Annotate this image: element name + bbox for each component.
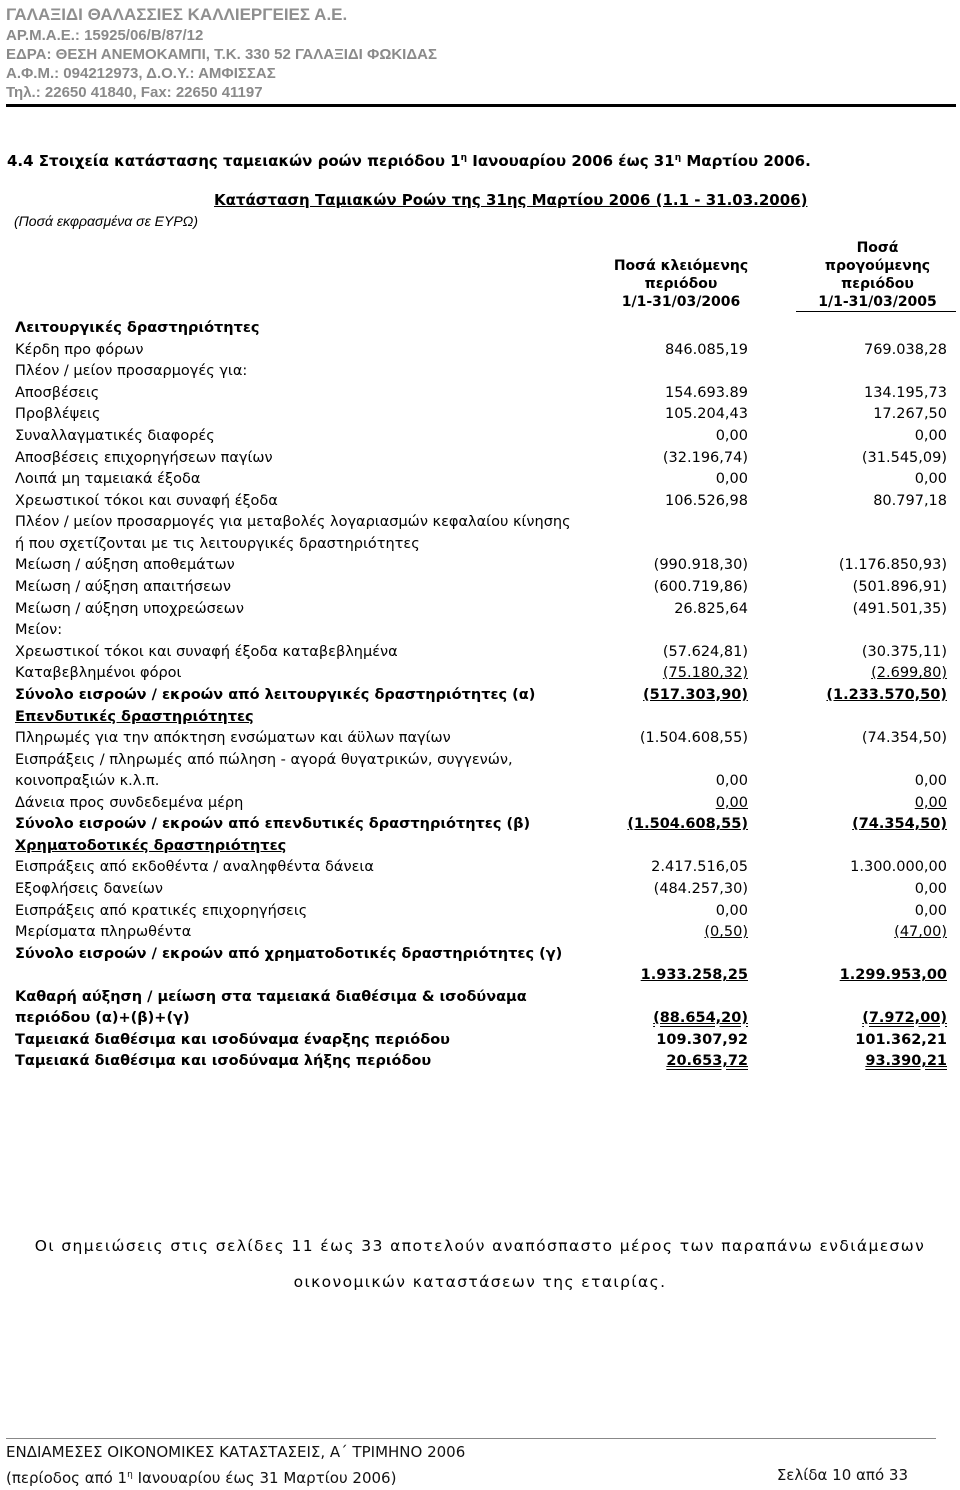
row-label: Ταμειακά διαθέσιμα και ισοδύναμα έναρξης περιόδου (15, 1031, 450, 1048)
row-label: Μερίσματα πληρωθέντα (15, 924, 192, 941)
row-label: Μείωση / αύξηση αποθεμάτων (15, 557, 235, 574)
value-previous-period: (31.545,09) (861, 449, 947, 466)
company-tax-id: Α.Φ.Μ.: 094212973, Δ.Ο.Υ.: ΑΜΦΙΣΣΑΣ (6, 65, 276, 82)
value-current-period: 0,00 (715, 773, 748, 790)
table-row (15, 599, 950, 621)
column-header-current: Ποσά κλειόμενης περιόδου 1/1-31/03/2006 (613, 258, 749, 310)
value-previous-period: 0,00 (914, 881, 947, 898)
table-row (15, 620, 950, 642)
table-row (15, 318, 950, 340)
value-current-period: (75.180,32) (662, 665, 748, 682)
table-row (15, 426, 950, 448)
table-row (15, 469, 950, 491)
page-number: Σελίδα 10 από 33 (776, 1466, 908, 1484)
header-rule (796, 311, 956, 312)
row-label: Επενδυτικές δραστηριότητες (15, 708, 254, 725)
value-previous-period: (1.176.850,93) (838, 557, 947, 574)
row-label: Καθαρή αύξηση / μείωση στα ταμειακά διαθέσιμα & ισοδύναμα περιόδου (α)+(β)+(γ) (15, 988, 527, 1027)
value-current-period: 26.825,64 (674, 600, 748, 617)
row-label: Χρεωστικοί τόκοι και συναφή έξοδα καταβεβλημένα (15, 643, 398, 660)
value-previous-period: (491.501,35) (852, 600, 947, 617)
table-row (15, 448, 950, 470)
value-current-period: (88.654,20) (653, 1010, 748, 1027)
company-header (6, 4, 956, 107)
value-previous-period: (47,00) (894, 924, 947, 941)
row-label: Πλέον / μείον προσαρμογές για: (15, 363, 248, 380)
cash-flow-table (15, 318, 950, 1073)
value-current-period: 0,00 (715, 427, 748, 444)
value-current-period: 0,00 (715, 471, 748, 488)
row-label: Πληρωμές για την απόκτηση ενσώματων και άϋλων παγίων (15, 730, 451, 747)
row-label: Μείωση / αύξηση απαιτήσεων (15, 578, 232, 595)
table-row (15, 512, 950, 555)
value-current-period: (517.303,90) (643, 686, 748, 703)
value-previous-period: 0,00 (914, 794, 947, 811)
value-current-period: (484.257,30) (653, 881, 748, 898)
table-row (15, 383, 950, 405)
value-current-period: (990.918,30) (653, 557, 748, 574)
value-current-period: (1.504.608,55) (639, 730, 748, 747)
company-registry: ΑΡ.Μ.Α.Ε.: 15925/06/Β/87/12 (6, 27, 204, 44)
value-current-period: 0,00 (715, 794, 748, 811)
value-current-period: 20.653,72 (666, 1053, 748, 1070)
value-previous-period: 93.390,21 (865, 1053, 947, 1070)
row-label: Χρεωστικοί τόκοι και συναφή έξοδα (15, 492, 278, 509)
value-current-period: (32.196,74) (662, 449, 748, 466)
row-label: Εισπράξεις από εκδοθέντα / αναληφθέντα δάνεια (15, 859, 374, 876)
value-previous-period: 1.300.000,00 (850, 859, 947, 876)
table-row (15, 685, 950, 707)
table-row (15, 814, 950, 836)
value-previous-period: 134.195,73 (863, 384, 947, 401)
row-label: Εξοφλήσεις δανείων (15, 881, 164, 898)
table-row (15, 793, 950, 815)
row-label: Χρηματοδοτικές δραστηριότητες (15, 837, 287, 854)
table-row (15, 577, 950, 599)
row-label: Σύνολο εισροών / εκροών από επενδυτικές δραστηριότητες (β) (15, 816, 531, 833)
value-current-period: 109.307,92 (656, 1031, 748, 1048)
row-label: Εισπράξεις / πληρωμές από πώληση - αγορά θυγατρικών, συγγενών, κοινοπραξιών κ.λ.π. (15, 751, 513, 790)
row-label: Μείωση / αύξηση υποχρεώσεων (15, 600, 244, 617)
table-row (15, 707, 950, 729)
row-label: Εισπράξεις από κρατικές επιχορηγήσεις (15, 902, 308, 919)
row-label: Λοιπά μη ταμειακά έξοδα (15, 471, 201, 488)
value-previous-period: 101.362,21 (855, 1031, 947, 1048)
value-previous-period: 1.299.953,00 (839, 967, 947, 984)
row-label: Πλέον / μείον προσαρμογές για μεταβολές λογαριασμών κεφαλαίου κίνησης ή που σχετίζονται με τις λειτουργικές δραστηριότητες (15, 514, 571, 552)
table-row (15, 922, 950, 944)
value-previous-period: 769.038,28 (863, 341, 947, 358)
table-row (15, 857, 950, 879)
footer-period: (περίοδος από $1^\eta$ Ιανουαρίου έως 31 Μαρτίου 2006) Σελίδα 10 από 33 (6, 1466, 908, 1487)
table-row (15, 879, 950, 901)
value-previous-period: 0,00 (914, 773, 947, 790)
row-label: Σύνολο εισροών / εκροών από λειτουργικές δραστηριότητες (α) (15, 686, 536, 703)
table-row (15, 1030, 950, 1052)
table-row (15, 944, 950, 987)
footer-title: ΕΝΔΙΑΜΕΣΕΣ ΟΙΚΟΝΟΜΙΚΕΣ ΚΑΤΑΣΤΑΣΕΙΣ, Α΄ ΤΡΙΜΗΝΟ 2006 (6, 1443, 466, 1461)
row-label: Λειτουργικές δραστηριότητες (15, 320, 260, 336)
table-row (15, 1051, 950, 1073)
table-row (15, 987, 950, 1030)
section-title: 4.4 Στοιχεία κατάστασης ταμειακών ροών περιόδου $1^\eta$ Ιανουαρίου 2006 έως $31^\eta$ Μαρτίου 2006. (7, 152, 811, 170)
row-label: Μείον: (15, 622, 63, 639)
value-current-period: (0,50) (704, 924, 748, 941)
value-previous-period: (7.972,00) (862, 1010, 947, 1027)
statement-title: Κατάσταση Ταμιακών Ροών της 31ης Μαρτίου 2006 (1.1 - 31.03.2006) (214, 191, 808, 209)
value-previous-period: (2.699,80) (871, 665, 947, 682)
value-current-period: 105.204,43 (664, 406, 748, 423)
footer-rule (6, 1438, 936, 1439)
value-current-period: 154.693.89 (664, 384, 748, 401)
row-label: Αποσβέσεις (15, 384, 100, 401)
table-row (15, 750, 950, 793)
page-footer (6, 1441, 908, 1490)
row-label: Συναλλαγματικές διαφορές (15, 427, 215, 444)
value-previous-period: (501.896,91) (852, 578, 947, 595)
value-previous-period: (30.375,11) (861, 643, 947, 660)
value-current-period: (600.719,86) (653, 578, 748, 595)
currency-note: (Ποσά εκφρασμένα σε ΕΥΡΩ) (14, 213, 198, 229)
row-label: Ταμειακά διαθέσιμα και ισοδύναμα λήξης περιόδου (15, 1053, 432, 1070)
value-current-period: (1.504.608,55) (627, 816, 748, 833)
table-row (15, 728, 950, 750)
company-seat: ΕΔΡΑ: ΘΕΣΗ ΑΝΕΜΟΚΑΜΠΙ, Τ.Κ. 330 52 ΓΑΛΑΞΙΔΙ ΦΩΚΙΔΑΣ (6, 46, 437, 63)
value-previous-period: 0,00 (914, 427, 947, 444)
value-current-period: 2.417.516,05 (651, 859, 748, 876)
row-label: Αποσβέσεις επιχορηγήσεων παγίων (15, 449, 273, 466)
value-current-period: (57.624,81) (662, 643, 748, 660)
company-phone: Τηλ.: 22650 41840, Fax: 22650 41197 (6, 84, 263, 101)
table-row (15, 663, 950, 685)
table-row (15, 901, 950, 923)
table-row (15, 361, 950, 383)
company-name: ΓΑΛΑΞΙΔΙ ΘΑΛΑΣΣΙΕΣ ΚΑΛΛΙΕΡΓΕΙΕΣ Α.Ε. (6, 5, 348, 24)
value-previous-period: (1.233.570,50) (826, 686, 947, 703)
value-current-period: 106.526,98 (664, 492, 748, 509)
value-previous-period: 0,00 (914, 471, 947, 488)
table-row (15, 404, 950, 426)
row-label: Καταβεβλημένοι φόροι (15, 665, 182, 682)
table-row (15, 555, 950, 577)
row-label: Σύνολο εισροών / εκροών από χρηματοδοτικές δραστηριότητες (γ) (15, 945, 563, 962)
row-label: Κέρδη προ φόρων (15, 341, 144, 358)
value-previous-period: 80.797,18 (873, 492, 947, 509)
table-row (15, 491, 950, 513)
value-previous-period: 0,00 (914, 902, 947, 919)
notes-statement: Οι σημειώσεις στις σελίδες 11 έως 33 αποτελούν αναπόσπαστο μέρος των παραπάνω ενδιάμεσων οικονομικών καταστάσεων της εταιρίας. (34, 1237, 926, 1291)
table-row (15, 836, 950, 858)
value-current-period: 846.085,19 (664, 341, 748, 358)
value-previous-period: 17.267,50 (873, 406, 947, 423)
table-row (15, 642, 950, 664)
value-previous-period: (74.354,50) (861, 730, 947, 747)
table-row (15, 340, 950, 362)
row-label: Προβλέψεις (15, 406, 101, 423)
row-label: Δάνεια προς συνδεδεμένα μέρη (15, 794, 244, 811)
column-header-previous: Ποσά προγούμενης περιόδου 1/1-31/03/2005 (818, 240, 937, 310)
value-current-period: 0,00 (715, 902, 748, 919)
value-current-period: 1.933.258,25 (640, 967, 748, 984)
value-previous-period: (74.354,50) (852, 816, 947, 833)
